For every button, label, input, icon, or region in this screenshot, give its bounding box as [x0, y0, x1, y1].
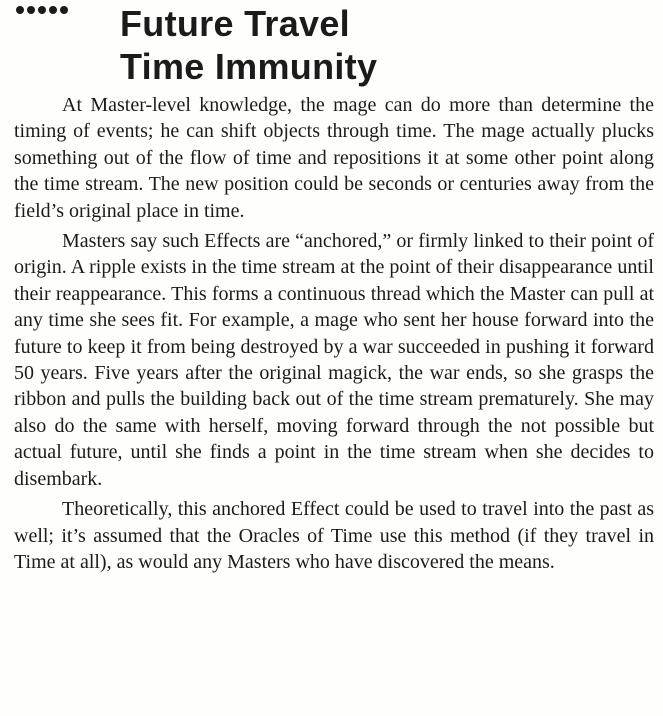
rating-dot	[60, 6, 68, 14]
rating-dots	[16, 6, 68, 14]
rating-dot	[49, 6, 57, 14]
body-text	[14, 92, 654, 575]
paragraph: At Master-level knowledge, the mage can do more than determine the timing of events; he can shift objects through time. The mage actually plucks something out of the flow of time and repositions it at some other point along the time stream. The new position could be seconds or centuries away from the field’s original place in time.	[14, 94, 654, 222]
paragraph: Masters say such Effects are “anchored,” or firmly linked to their point of origin. A ripple exists in the time stream at the point of their disappearance until their reappearance. This forms a continuous thread which the Master can pull at any time she sees fit. For example, a mage who sent her house forward into the future to keep it from being destroyed by a war succeeded in pushing it forward 50 years. Five years after the original magick, the war ends, so she grasps the ribbon and pulls the building back out of the time stream prematurely. She may also do the same with herself, moving forward through the not possible but actual future, until she finds a point in the time stream when she decides to disembark.	[14, 230, 654, 490]
rating-dot	[16, 6, 24, 14]
title-line-1: Future Travel	[120, 3, 350, 44]
rating-dot	[27, 6, 35, 14]
section-title	[120, 2, 377, 88]
title-line-2: Time Immunity	[120, 46, 378, 87]
paragraph: Theoretically, this anchored Effect could be used to travel into the past as well; it’s assumed that the Oracles of Time use this method (if they travel in Time at all), as would any Masters who have discovered the means.	[14, 498, 654, 573]
rating-dot	[38, 6, 46, 14]
section-header	[14, 2, 654, 90]
